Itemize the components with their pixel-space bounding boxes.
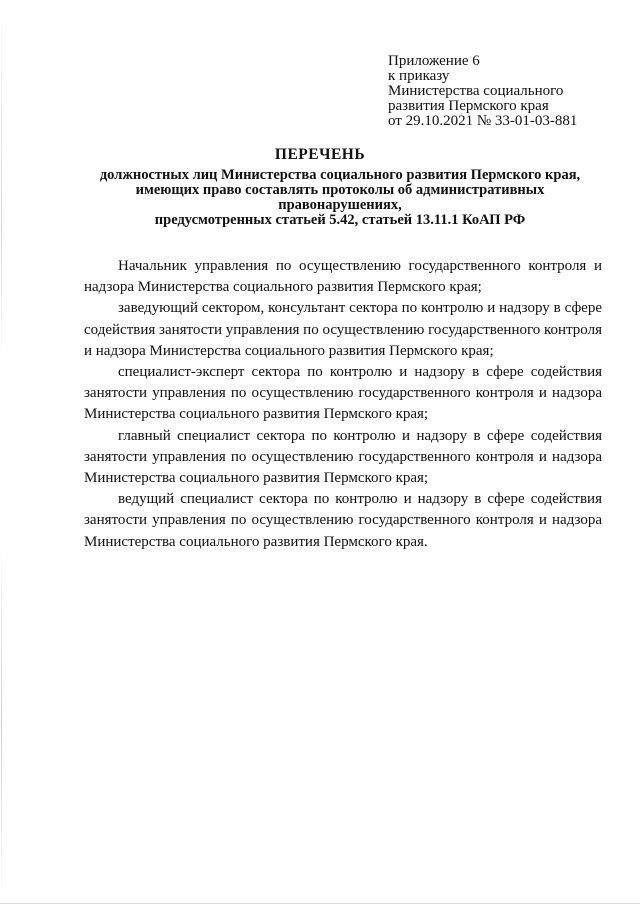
appendix-block	[388, 54, 628, 129]
subtitle-line: правонарушениях,	[278, 197, 402, 213]
body-paragraph: заведующий сектором, консультант сектора по контролю и надзору в сфере содействия занятости управления по осуществлению государственного контроля и надзора Министерства социального развития Пермского края;	[84, 300, 602, 359]
appendix-line: развития Пермского края	[388, 98, 549, 114]
scan-edge-left	[1, 0, 2, 905]
scan-edge-bottom	[0, 903, 640, 904]
subtitle-line: имеющих право составлять протоколы об административных	[135, 182, 545, 198]
document-body	[84, 256, 602, 553]
appendix-line: Приложение 6	[388, 53, 480, 69]
document-subtitle	[60, 168, 620, 228]
body-paragraph: главный специалист сектора по контролю и надзору в сфере содействия занятости управления по осуществлению государственного контроля и надзора Министерства социального развития Пермского края;	[84, 427, 602, 487]
subtitle-line: предусмотренных статьей 5.42, статьей 13.11.1 КоАП РФ	[154, 212, 526, 228]
appendix-line: к приказу	[388, 68, 450, 84]
body-paragraph: специалист-эксперт сектора по контролю и надзору в сфере содействия занятости управления по осуществлению государственного контроля и надзора Министерства социального развития Пермского края;	[84, 364, 602, 423]
document-title: ПЕРЕЧЕНЬ	[274, 146, 366, 163]
subtitle-line: должностных лиц Министерства социального развития Пермского края,	[99, 167, 581, 183]
appendix-line: Министерства социального	[388, 83, 564, 99]
appendix-line: от 29.10.2021 № 33-01-03-881	[388, 113, 578, 129]
body-paragraph: ведущий специалист сектора по контролю и надзору в сфере содействия занятости управления по осуществлению государственного контроля и надзора Министерства социального развития Пермского края.	[84, 491, 602, 550]
body-paragraph: Начальник управления по осуществлению государственного контроля и надзора Министерства социального развития Пермского края;	[84, 258, 602, 296]
